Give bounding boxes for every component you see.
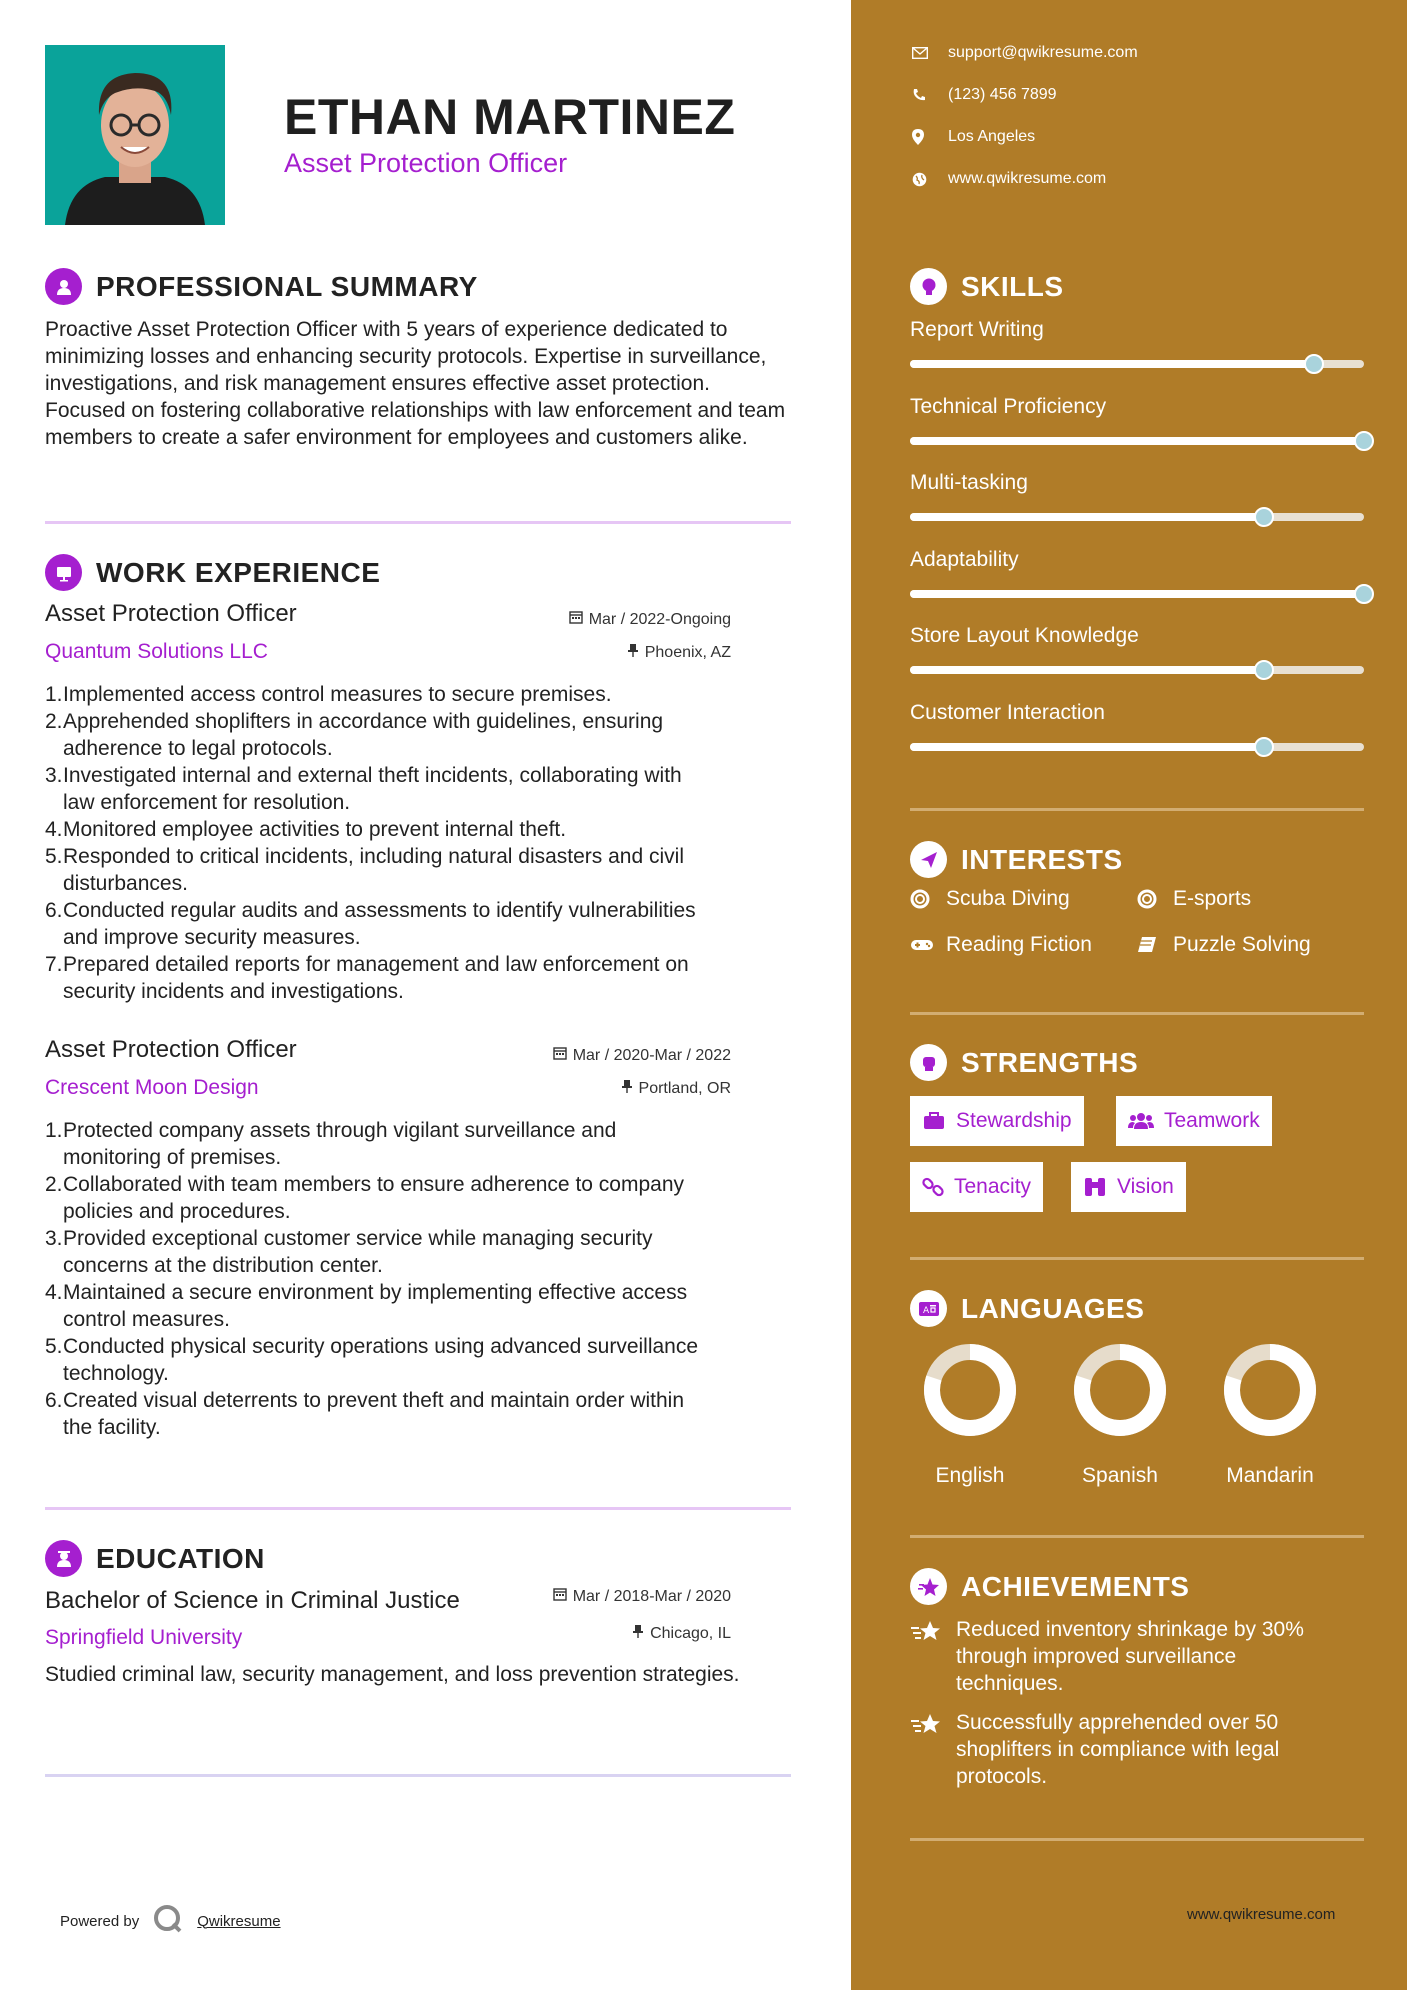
job-location (621, 1079, 731, 1098)
strength-label: Vision (1117, 1175, 1174, 1198)
contact-email[interactable] (912, 44, 1138, 62)
languages-section-header (910, 1290, 1144, 1327)
briefcase-icon (45, 554, 82, 591)
globe-icon (912, 172, 938, 187)
strength-chip (910, 1162, 1043, 1212)
skill-bar-fill (910, 437, 1364, 445)
skill-bar (910, 513, 1364, 521)
skills-section-header (910, 268, 1064, 305)
education-section-header (45, 1540, 265, 1577)
interest-item (910, 887, 1070, 911)
divider (910, 1257, 1364, 1260)
interest-label: Puzzle Solving (1173, 933, 1311, 956)
achievements-heading: ACHIEVEMENTS (961, 1570, 1190, 1602)
language-item (915, 1342, 1025, 1488)
strength-label: Teamwork (1164, 1109, 1260, 1132)
list-item: 3. Investigated internal and external theft incidents, collaborating with law enforcement for resolution. (45, 764, 682, 814)
list-item: 2. Collaborated with team members to ensure adherence to company policies and procedures. (45, 1173, 684, 1223)
summary-text: Proactive Asset Protection Officer with 5 years of experience dedicated to minimizing losses and enhancing security protocols. Expertise in surveillance, investigations, and risk management ensures effective asset protection. Focused on fostering collaborative relationships with law enforcement and team members to create a safer environment for employees and customers alike. (45, 318, 786, 449)
link-icon (922, 1176, 944, 1198)
fist-icon (910, 1044, 947, 1081)
list-item: 5. Conducted physical security operations using advanced surveillance technology. (45, 1335, 699, 1385)
interest-item (1137, 887, 1251, 911)
phone-icon (912, 88, 938, 102)
job-date (553, 1046, 731, 1065)
skill-level-knob (1354, 431, 1374, 451)
qwikresume-logo-icon (153, 1904, 183, 1938)
footer-website-link[interactable]: www.qwikresume.com (1187, 1906, 1336, 1923)
list-item: 4. Monitored employee activities to prevent internal theft. (45, 818, 567, 841)
languages-heading: LANGUAGES (961, 1292, 1145, 1324)
job-location-text: Portland, OR (638, 1079, 731, 1097)
language-item (1215, 1342, 1325, 1488)
contact-phone[interactable] (912, 86, 1057, 104)
experience-heading: WORK EXPERIENCE (96, 556, 381, 588)
education-date (553, 1587, 731, 1606)
briefcase-icon (922, 1111, 946, 1131)
shooting-star-icon (910, 1709, 944, 1790)
list-item: 6. Conducted regular audits and assessments to identify vulnerabilities and improve security measures. (45, 899, 696, 949)
calendar-icon (553, 1046, 567, 1065)
candidate-title: Asset Protection Officer (284, 148, 568, 178)
star-icon (910, 1568, 947, 1605)
skill-bar-fill (910, 360, 1314, 368)
interest-label: Scuba Diving (946, 887, 1070, 910)
map-pin-icon (912, 129, 938, 145)
education-location (632, 1624, 731, 1643)
life-ring-icon (1137, 889, 1161, 909)
list-item: 2. Apprehended shoplifters in accordance with guidelines, ensuring adherence to legal protocols. (45, 710, 664, 760)
graduate-icon (45, 1540, 82, 1577)
list-item: 4. Maintained a secure environment by implementing effective access control measures. (45, 1281, 688, 1331)
envelope-icon (912, 47, 938, 59)
website-text: www.qwikresume.com (948, 170, 1107, 187)
list-item: 5. Responded to critical incidents, including natural disasters and civil disturbances. (45, 845, 684, 895)
job-title: Asset Protection Officer (45, 600, 297, 627)
strengths-heading: STRENGTHS (961, 1046, 1139, 1078)
education-date-text: Mar / 2018-Mar / 2020 (572, 1587, 731, 1605)
life-ring-icon (910, 889, 934, 909)
divider (45, 1507, 791, 1510)
divider (910, 1535, 1364, 1538)
degree-title: Bachelor of Science in Criminal Justice (45, 1587, 460, 1614)
skill-bar (910, 666, 1364, 674)
skill-bar-fill (910, 513, 1264, 521)
phone-text: (123) 456 7899 (948, 86, 1057, 103)
users-icon (1128, 1111, 1154, 1131)
contact-website[interactable] (912, 170, 1106, 188)
summary-section-header (45, 268, 478, 305)
pin-icon (627, 643, 639, 662)
language-label: English (935, 1464, 1005, 1487)
company-name: Quantum Solutions LLC (45, 640, 268, 663)
skill-label: Store Layout Knowledge (910, 624, 1139, 647)
language-proficiency-ring (1072, 1342, 1168, 1438)
divider (910, 1012, 1364, 1015)
location-text: Los Angeles (948, 128, 1036, 145)
school-name: Springfield University (45, 1626, 243, 1649)
experience-section-header (45, 554, 380, 591)
company-name: Crescent Moon Design (45, 1076, 259, 1099)
skill-bar-fill (910, 743, 1264, 751)
strength-label: Tenacity (954, 1175, 1032, 1198)
divider (45, 1774, 791, 1777)
skill-level-knob (1254, 660, 1274, 680)
education-description: Studied criminal law, security management, and loss prevention strategies. (45, 1663, 740, 1686)
job-location-text: Phoenix, AZ (644, 643, 731, 661)
profile-photo (45, 45, 225, 225)
pin-icon (621, 1079, 633, 1098)
strength-label: Stewardship (956, 1109, 1072, 1132)
divider (910, 1838, 1364, 1841)
skill-level-knob (1354, 584, 1374, 604)
calendar-icon (553, 1587, 567, 1606)
binoculars-icon (1083, 1176, 1107, 1198)
interest-label: Reading Fiction (946, 933, 1092, 956)
powered-by-label: Powered by (60, 1912, 140, 1930)
language-proficiency-ring (1222, 1342, 1318, 1438)
list-item: 1. Implemented access control measures to secure premises. (45, 683, 612, 706)
gamepad-icon (910, 938, 934, 952)
skill-bar (910, 437, 1364, 445)
skill-level-knob (1254, 507, 1274, 527)
job-duties-list (45, 1117, 795, 1441)
strength-chip (1071, 1162, 1186, 1212)
interest-item (1137, 933, 1311, 957)
skill-label: Adaptability (910, 547, 1019, 571)
job-date-text: Mar / 2022-Ongoing (588, 610, 731, 628)
language-item (1065, 1342, 1175, 1488)
divider (910, 808, 1364, 811)
education-heading: EDUCATION (96, 1542, 265, 1574)
email-text: support@qwikresume.com (948, 44, 1138, 61)
education-location-text: Chicago, IL (650, 1624, 731, 1642)
language-label: Spanish (1082, 1464, 1158, 1487)
strength-chip (1116, 1096, 1272, 1146)
skill-bar (910, 590, 1364, 598)
achievement-item: Successfully apprehended over 50 shoplifters in compliance with legal protocols. (910, 1709, 1364, 1790)
pin-icon (632, 1624, 644, 1643)
language-label: Mandarin (1226, 1464, 1314, 1487)
svg-text:A: A (922, 1305, 929, 1316)
job-location (627, 643, 731, 662)
book-icon (1137, 936, 1161, 954)
job-title: Asset Protection Officer (45, 1036, 297, 1063)
skill-label: Technical Proficiency (910, 394, 1107, 418)
translate-icon (910, 1290, 947, 1327)
interest-label: E-sports (1173, 887, 1252, 910)
powered-by (60, 1904, 281, 1938)
divider (45, 521, 791, 524)
candidate-name: ETHAN MARTINEZ (284, 89, 736, 145)
skill-label: Multi-tasking (910, 471, 1028, 494)
list-item: 7. Prepared detailed reports for management and law enforcement on security incidents and investigations. (45, 953, 689, 1003)
paper-plane-icon (910, 841, 947, 878)
interest-item (910, 933, 1092, 957)
interests-heading: INTERESTS (961, 843, 1123, 875)
language-proficiency-ring (922, 1342, 1018, 1438)
interests-section-header (910, 841, 1123, 878)
strengths-section-header (910, 1044, 1138, 1081)
job-date-text: Mar / 2020-Mar / 2022 (572, 1046, 731, 1064)
skill-bar (910, 743, 1364, 751)
skill-level-knob (1254, 737, 1274, 757)
calendar-icon (569, 610, 583, 629)
list-item: 1. Protected company assets through vigilant surveillance and monitoring of premises. (45, 1119, 617, 1169)
skill-bar (910, 360, 1364, 368)
skill-bar-fill (910, 666, 1264, 674)
list-item: 6. Created visual deterrents to prevent theft and maintain order within the facility. (45, 1389, 685, 1439)
job-date (569, 610, 731, 629)
lightbulb-icon (910, 268, 947, 305)
shooting-star-icon (910, 1616, 944, 1697)
skill-level-knob (1304, 354, 1324, 374)
skills-heading: SKILLS (961, 270, 1064, 302)
skill-label: Customer Interaction (910, 700, 1105, 724)
list-item: 3. Provided exceptional customer service while managing security concerns at the distribution center. (45, 1227, 653, 1277)
job-duties-list (45, 681, 795, 1005)
skill-bar-fill (910, 590, 1364, 598)
strength-chip (910, 1096, 1084, 1146)
achievements-section-header (910, 1568, 1189, 1605)
user-icon (45, 268, 82, 305)
skill-label: Report Writing (910, 318, 1044, 341)
qwikresume-link[interactable]: Qwikresume (197, 1912, 281, 1930)
contact-location (912, 128, 1035, 146)
achievement-item: Reduced inventory shrinkage by 30% through improved surveillance techniques. (910, 1616, 1364, 1697)
summary-heading: PROFESSIONAL SUMMARY (96, 270, 478, 302)
